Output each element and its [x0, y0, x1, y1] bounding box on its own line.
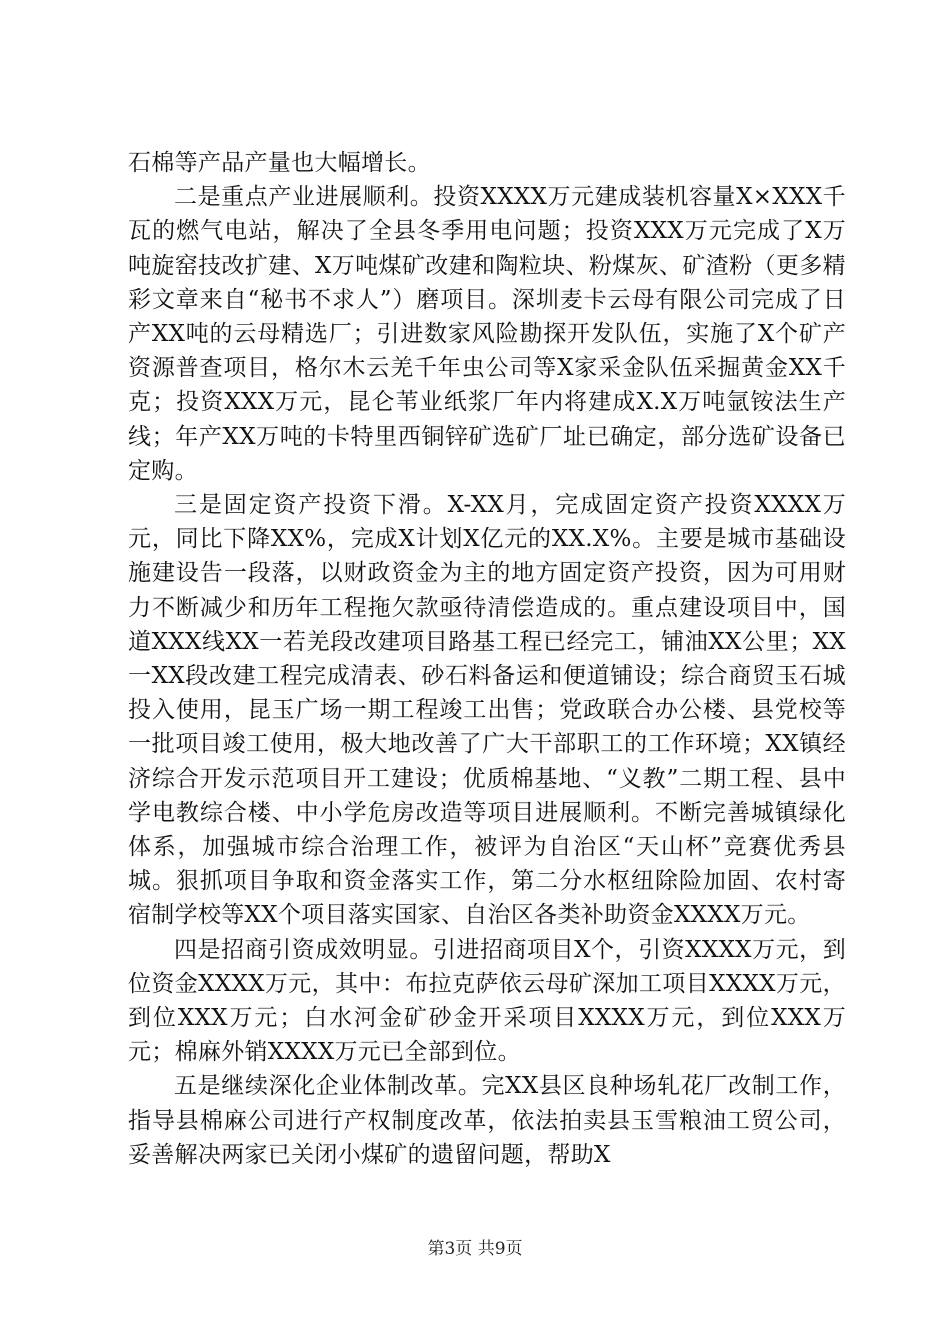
document-body — [128, 146, 846, 1172]
paragraph-5: 五是继续深化企业体制改革。完XX县区良种场轧花厂改制工作，指导县棉麻公司进行产权制度改革，依法拍卖县玉雪粮油工贸公司，妥善解决两家已关闭小煤矿的遗留问题，帮助X — [128, 1073, 846, 1168]
paragraph-4: 四是招商引资成效明显。引进招商项目X个，引资XXXX万元，到位资金XXXX万元，其中：布拉克萨依云母矿深加工项目XXXX万元，到位XXX万元；白水河金矿砂金开采项目XXXX万元，到位XXX万元；棉麻外销XXXX万元已全部到位。 — [128, 936, 846, 1066]
paragraph-continuation: 石棉等产品产量也大幅增长。 — [128, 150, 431, 176]
page-footer: 第3页 共9页 — [427, 1239, 523, 1259]
paragraph-3: 三是固定资产投资下滑。X-XX月，完成固定资产投资XXXX万元，同比下降XX%，完成X计划X亿元的XX.X%。主要是城市基础设施建设告一段落，以财政资金为主的地方固定资产投资，因为可用财力不断减少和历年工程拖欠款亟待清偿造成的。重点建设项目中，国道XXX线XX一若羌段改建项目路基工程已经完工，铺油XX公里；XX一XX段改建工程完成清表、砂石料备运和便道铺设；综合商贸玉石城投入使用，昆玉广场一期工程竣工出售；党政联合办公楼、县党校等一批项目竣工使用，极大地改善了广大干部职工的工作环境；XX镇经济综合开发示范项目开工建设；优质棉基地、“义教”二期工程、县中学电教综合楼、中小学危房改造等项目进展顺利。不断完善城镇绿化体系，加强城市综合治理工作，被评为自治区“天山杯”竞赛优秀县城。狠抓项目争取和资金落实工作，第二分水枢纽除险加固、农村寄宿制学校等XX个项目落实国家、自治区各类补助资金XXXX万元。 — [128, 492, 846, 929]
paragraph-2: 二是重点产业进展顺利。投资XXXX万元建成装机容量X×XXX千瓦的燃气电站，解决了全县冬季用电问题；投资XXX万元完成了X万吨旋窑技改扩建、X万吨煤矿改建和陶粒块、粉煤灰、矿渣粉（更多精彩文章来自“秘书不求人”）磨项目。深圳麦卡云母有限公司完成了日产XX吨的云母精选厂；引进数家风险勘探开发队伍，实施了X个矿产资源普查项目，格尔木云羌千年虫公司等X家采金队伍采掘黄金XX千克；投资XXX万元，昆仑苇业纸浆厂年内将建成X.X万吨氩铵法生产线；年产XX万吨的卡特里西铜锌矿选矿厂址已确定，部分选矿设备已定购。 — [128, 184, 846, 484]
